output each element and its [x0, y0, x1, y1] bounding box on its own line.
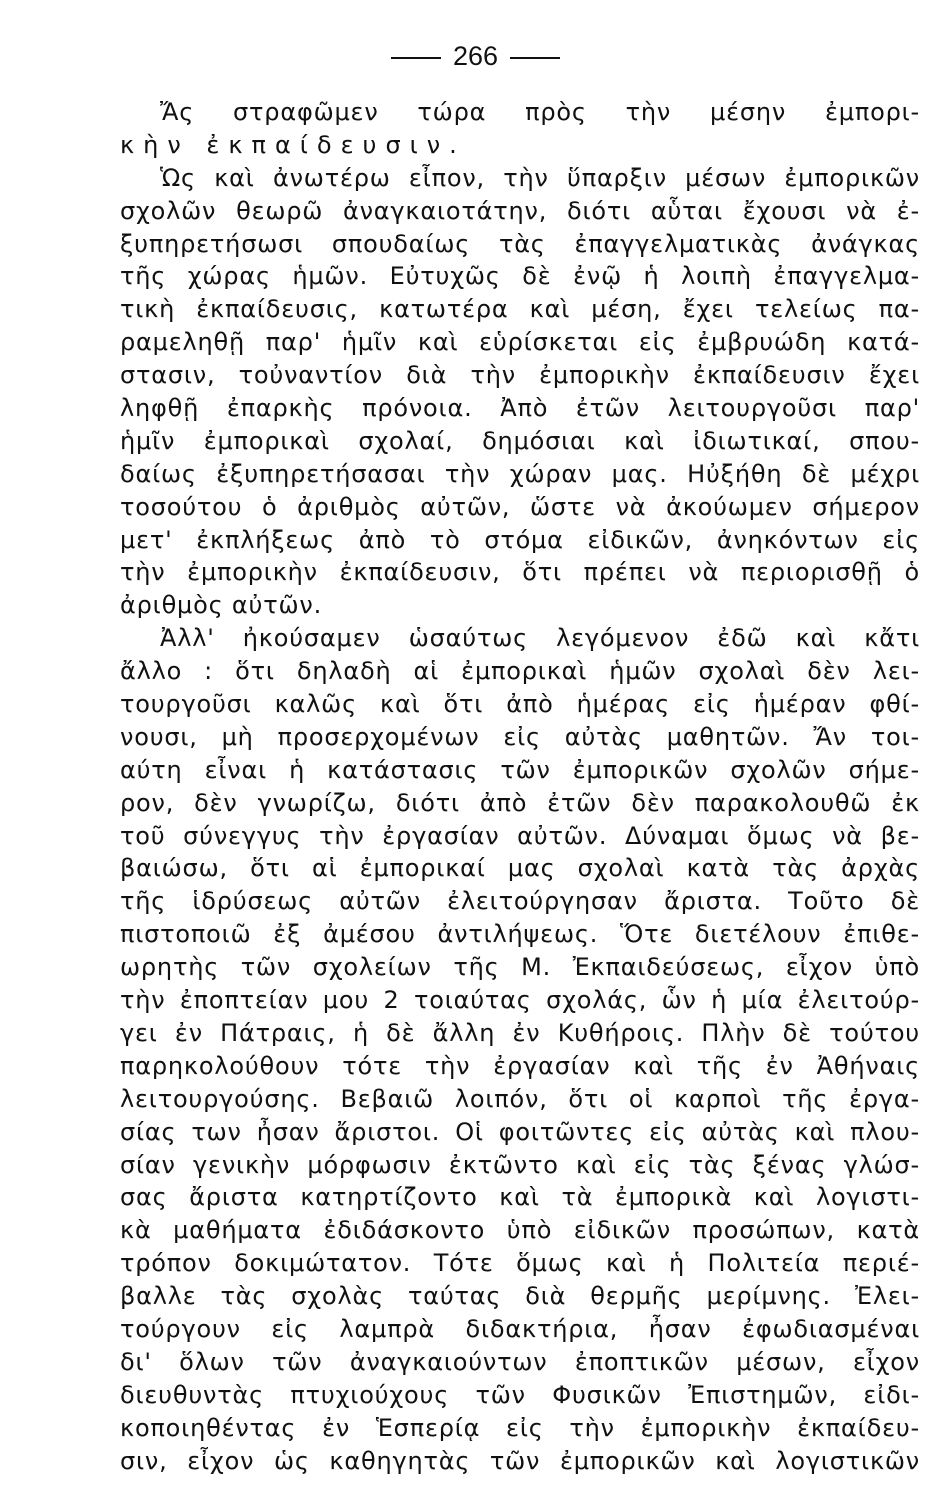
text-line: σιν, εἶχον ὡς καθηγητὰς τῶν ἐμπορικῶν καὶ λογιστικῶν — [120, 1446, 920, 1475]
body-text — [120, 96, 920, 1477]
text-line: ἀριθμὸς αὐτῶν. — [120, 591, 323, 620]
right-rule — [510, 57, 560, 59]
text-line: Ἀλλ' ἠκούσαμεν ὡσαύτως λεγόμενον ἐδῶ καὶ κἄτι — [160, 624, 920, 653]
page-number-header — [0, 38, 951, 74]
text-line: ξυπηρετήσωσι σπουδαίως τὰς ἐπαγγελματικὰς ἀνάγκας — [120, 229, 920, 258]
text-line: ωρητὴς τῶν σχολείων τῆς Μ. Ἐκπαιδεύσεως, εἶχον ὑπὸ — [120, 953, 920, 982]
text-line: τῆς ἱδρύσεως αὐτῶν ἐλειτούργησαν ἄριστα. Τοῦτο δὲ — [120, 887, 920, 916]
text-line: ραμεληθῇ παρ' ἡμῖν καὶ εὑρίσκεται εἰς ἐμβρυώδη κατά- — [120, 328, 920, 357]
text-line: Ἄς στραφῶμεν τώρα πρὸς τὴν μέσην ἐμπορι- — [160, 98, 920, 126]
text-line: τικὴ ἐκπαίδευσις, κατωτέρα καὶ μέση, ἔχει τελείως πα- — [120, 295, 920, 324]
text-line: σίαν γενικὴν μόρφωσιν ἐκτῶντο καὶ εἰς τὰς ξένας γλώσ- — [120, 1150, 920, 1179]
text-line: πιστοποιῶ ἐξ ἀμέσου ἀντιλήψεως. Ὅτε διετέλουν ἐπιθε- — [120, 920, 920, 949]
text-line: λειτουργούσης. Βεβαιῶ λοιπόν, ὅτι οἱ καρποὶ τῆς ἐργα- — [120, 1084, 920, 1113]
text-line: αύτη εἶναι ἡ κατάστασις τῶν ἐμπορικῶν σχολῶν σήμε- — [120, 755, 920, 784]
text-line: τοσούτου ὁ ἀριθμὸς αὐτῶν, ὥστε νὰ ἀκούωμεν σήμερον — [120, 492, 920, 521]
text-line: ρον, δὲν γνωρίζω, διότι ἀπὸ ἐτῶν δὲν παρακολουθῶ ἐκ — [120, 788, 920, 817]
text-line: ἄλλο : ὅτι δηλαδὴ αἱ ἐμπορικαὶ ἡμῶν σχολαὶ δὲν λει- — [120, 657, 920, 686]
text-line: γει ἐν Πάτραις, ἡ δὲ ἄλλη ἐν Κυθήροις. Πλὴν δὲ τούτου — [120, 1018, 920, 1047]
text-line: νουσι, μὴ προσερχομένων εἰς αὐτὰς μαθητῶν. Ἄν τοι- — [120, 722, 920, 751]
text-line: τὴν ἐμπορικὴν ἐκπαίδευσιν, ὅτι πρέπει νὰ περιορισθῇ ὁ — [120, 558, 920, 587]
text-line: κοποιηθέντας ἐν Ἑσπερίᾳ εἰς τὴν ἐμπορικὴν ἐκπαίδευ- — [120, 1413, 920, 1442]
text-line: διευθυντὰς πτυχιούχους τῶν Φυσικῶν Ἐπιστημῶν, εἰδι- — [120, 1380, 920, 1409]
text-line: τῆς χώρας ἡμῶν. Εὐτυχῶς δὲ ἐνῷ ἡ λοιπὴ ἐπαγγελμα- — [120, 262, 920, 291]
text-line: μετ' ἐκπλήξεως ἀπὸ τὸ στόμα εἰδικῶν, ἀνηκόντων εἰς — [120, 525, 920, 554]
text-line: σχολῶν θεωρῶ ἀναγκαιοτάτην, διότι αὗται ἔχουσι νὰ ἐ- — [120, 196, 920, 225]
text-line: βαιώσω, ὅτι αἱ ἐμπορικαί μας σχολαὶ κατὰ τὰς ἀρχὰς — [120, 854, 920, 883]
left-rule — [391, 57, 441, 59]
text-line: τοῦ σύνεγγυς τὴν ἐργασίαν αὐτῶν. Δύναμαι ὅμως νὰ βε- — [120, 821, 920, 850]
text-line: σας ἄριστα κατηρτίζοντο καὶ τὰ ἐμπορικὰ καὶ λογιστι- — [120, 1183, 920, 1212]
text-line: βαλλε τὰς σχολὰς ταύτας διὰ θερμῆς μερίμνης. Ἐλει- — [120, 1282, 920, 1311]
text-line: τουργοῦσι καλῶς καὶ ὅτι ἀπὸ ἡμέρας εἰς ἡμέραν φθί- — [120, 690, 920, 719]
text-line: στασιν, τοὐναντίον διὰ τὴν ἐμπορικὴν ἐκπαίδευσιν ἔχει — [120, 361, 920, 390]
text-line: τρόπον δοκιμώτατον. Τότε ὅμως καὶ ἡ Πολιτεία περιέ- — [120, 1249, 920, 1278]
text-line: Ὡς καὶ ἀνωτέρω εἶπον, τὴν ὕπαρξιν μέσων ἐμπορικῶν — [160, 163, 920, 192]
text-line: δι' ὅλων τῶν ἀναγκαιούντων ἐποπτικῶν μέσων, εἶχον — [120, 1347, 920, 1376]
text-line: κὰ μαθήματα ἐδιδάσκοντο ὑπὸ εἰδικῶν προσώπων, κατὰ — [120, 1216, 920, 1245]
text-line: ληφθῇ ἐπαρκὴς πρόνοια. Ἀπὸ ἐτῶν λειτουργοῦσι παρ' — [120, 394, 920, 423]
text-line: δαίως ἐξυπηρετήσασαι τὴν χώραν μας. Ηὐξήθη δὲ μέχρι — [120, 459, 920, 488]
text-line: σίας των ἦσαν ἄριστοι. Οἱ φοιτῶντες εἰς αὐτὰς καὶ πλου- — [120, 1117, 920, 1146]
text-line: τὴν ἐποπτείαν μου 2 τοιαύτας σχολάς, ὧν ἡ μία ἐλειτούρ- — [120, 986, 920, 1015]
text-line: κὴν ἐκπαίδευσιν. — [120, 130, 466, 159]
text-line: τούργουν εἰς λαμπρὰ διδακτήρια, ἦσαν ἐφωδιασμέναι — [120, 1314, 920, 1343]
text-line: παρηκολούθουν τότε τὴν ἐργασίαν καὶ τῆς ἐν Ἀθήναις — [120, 1051, 920, 1080]
page-number: 266 — [452, 41, 499, 71]
text-line: ἡμῖν ἐμπορικαὶ σχολαί, δημόσιαι καὶ ἰδιωτικαί, σπου- — [120, 426, 920, 455]
